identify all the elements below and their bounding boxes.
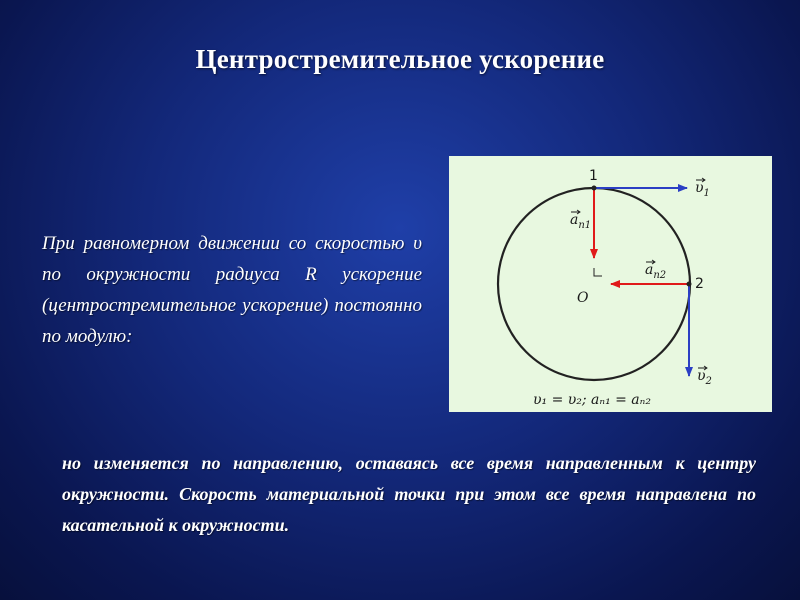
svg-text:υ1: $\upsilon_1$ [695, 180, 710, 199]
center-right-angle-mark [594, 268, 602, 276]
intro-paragraph: При равномерном движении со скоростью υ по окружности радиуса R ускорение (центростремительное ускорение) постоянно по модулю: [42, 233, 422, 347]
an2-label [645, 260, 666, 281]
svg-text:an2: $a_{n2}$ [645, 262, 667, 281]
point-1-label: 1 [589, 168, 598, 184]
slide-title: Центростремительное ускорение [195, 44, 605, 74]
point-1-dot [592, 186, 597, 191]
an1-label [570, 210, 591, 231]
center-o-label: O [577, 290, 589, 306]
svg-text:an1: $a_{n1}$ [570, 212, 592, 231]
point-2-dot [687, 282, 692, 287]
v1-label [695, 178, 710, 199]
outro-paragraph: но изменяется по направлению, оставаясь все время направленным к центру окружности. Скорость материальной точки при этом все время направлена по касательной к окружности. [62, 453, 756, 535]
point-2-label: 2 [695, 276, 704, 292]
diagram-svg [449, 156, 772, 412]
svg-text:υ2: $\upsilon_2$ [697, 368, 712, 387]
circular-motion-diagram [449, 156, 772, 412]
equality-equation: υ₁ = υ₂; aₙ₁ = aₙ₂ [533, 392, 651, 408]
v2-label [697, 366, 712, 387]
